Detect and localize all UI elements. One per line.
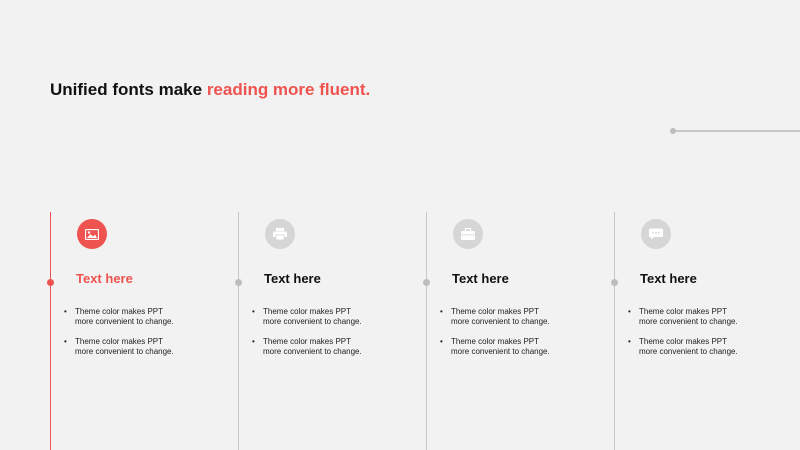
list-item: • Theme color makes PPT more convenient to change. — [628, 307, 738, 326]
list-item: • Theme color makes PPT more convenient to change. — [440, 307, 550, 326]
bullet-list — [628, 307, 798, 367]
list-item: • Theme color makes PPT more convenient to change. — [440, 337, 550, 356]
briefcase-icon — [453, 219, 483, 249]
timeline-dot — [47, 279, 54, 286]
bullet-list — [64, 307, 234, 367]
bullet-list — [252, 307, 422, 367]
page-title — [50, 80, 370, 100]
column-3 — [426, 212, 614, 450]
column-4 — [614, 212, 800, 450]
printer-icon — [265, 219, 295, 249]
list-item: • Theme color makes PPT more convenient to change. — [252, 337, 362, 356]
list-item: • Theme color makes PPT more convenient to change. — [628, 337, 738, 356]
list-item: • Theme color makes PPT more convenient to change. — [64, 337, 174, 356]
column-heading: Text here — [452, 271, 509, 286]
list-item: • Theme color makes PPT more convenient to change. — [252, 307, 362, 326]
timeline-line — [426, 212, 427, 450]
timeline-line — [238, 212, 239, 450]
column-1 — [50, 212, 238, 450]
timeline-dot — [611, 279, 618, 286]
list-item: • Theme color makes PPT more convenient to change. — [64, 307, 174, 326]
column-2 — [238, 212, 426, 450]
timeline-dot — [235, 279, 242, 286]
title-part1: Unified fonts make — [50, 80, 207, 99]
decorative-dot — [670, 128, 676, 134]
bullet-list — [440, 307, 610, 367]
image-icon — [77, 219, 107, 249]
timeline-line — [50, 212, 51, 450]
timeline-line — [614, 212, 615, 450]
column-heading: Text here — [264, 271, 321, 286]
decorative-line — [672, 130, 800, 132]
timeline-dot — [423, 279, 430, 286]
chat-icon — [641, 219, 671, 249]
title-accent: reading more fluent. — [206, 80, 371, 99]
column-heading: Text here — [76, 271, 133, 286]
column-heading: Text here — [640, 271, 697, 286]
